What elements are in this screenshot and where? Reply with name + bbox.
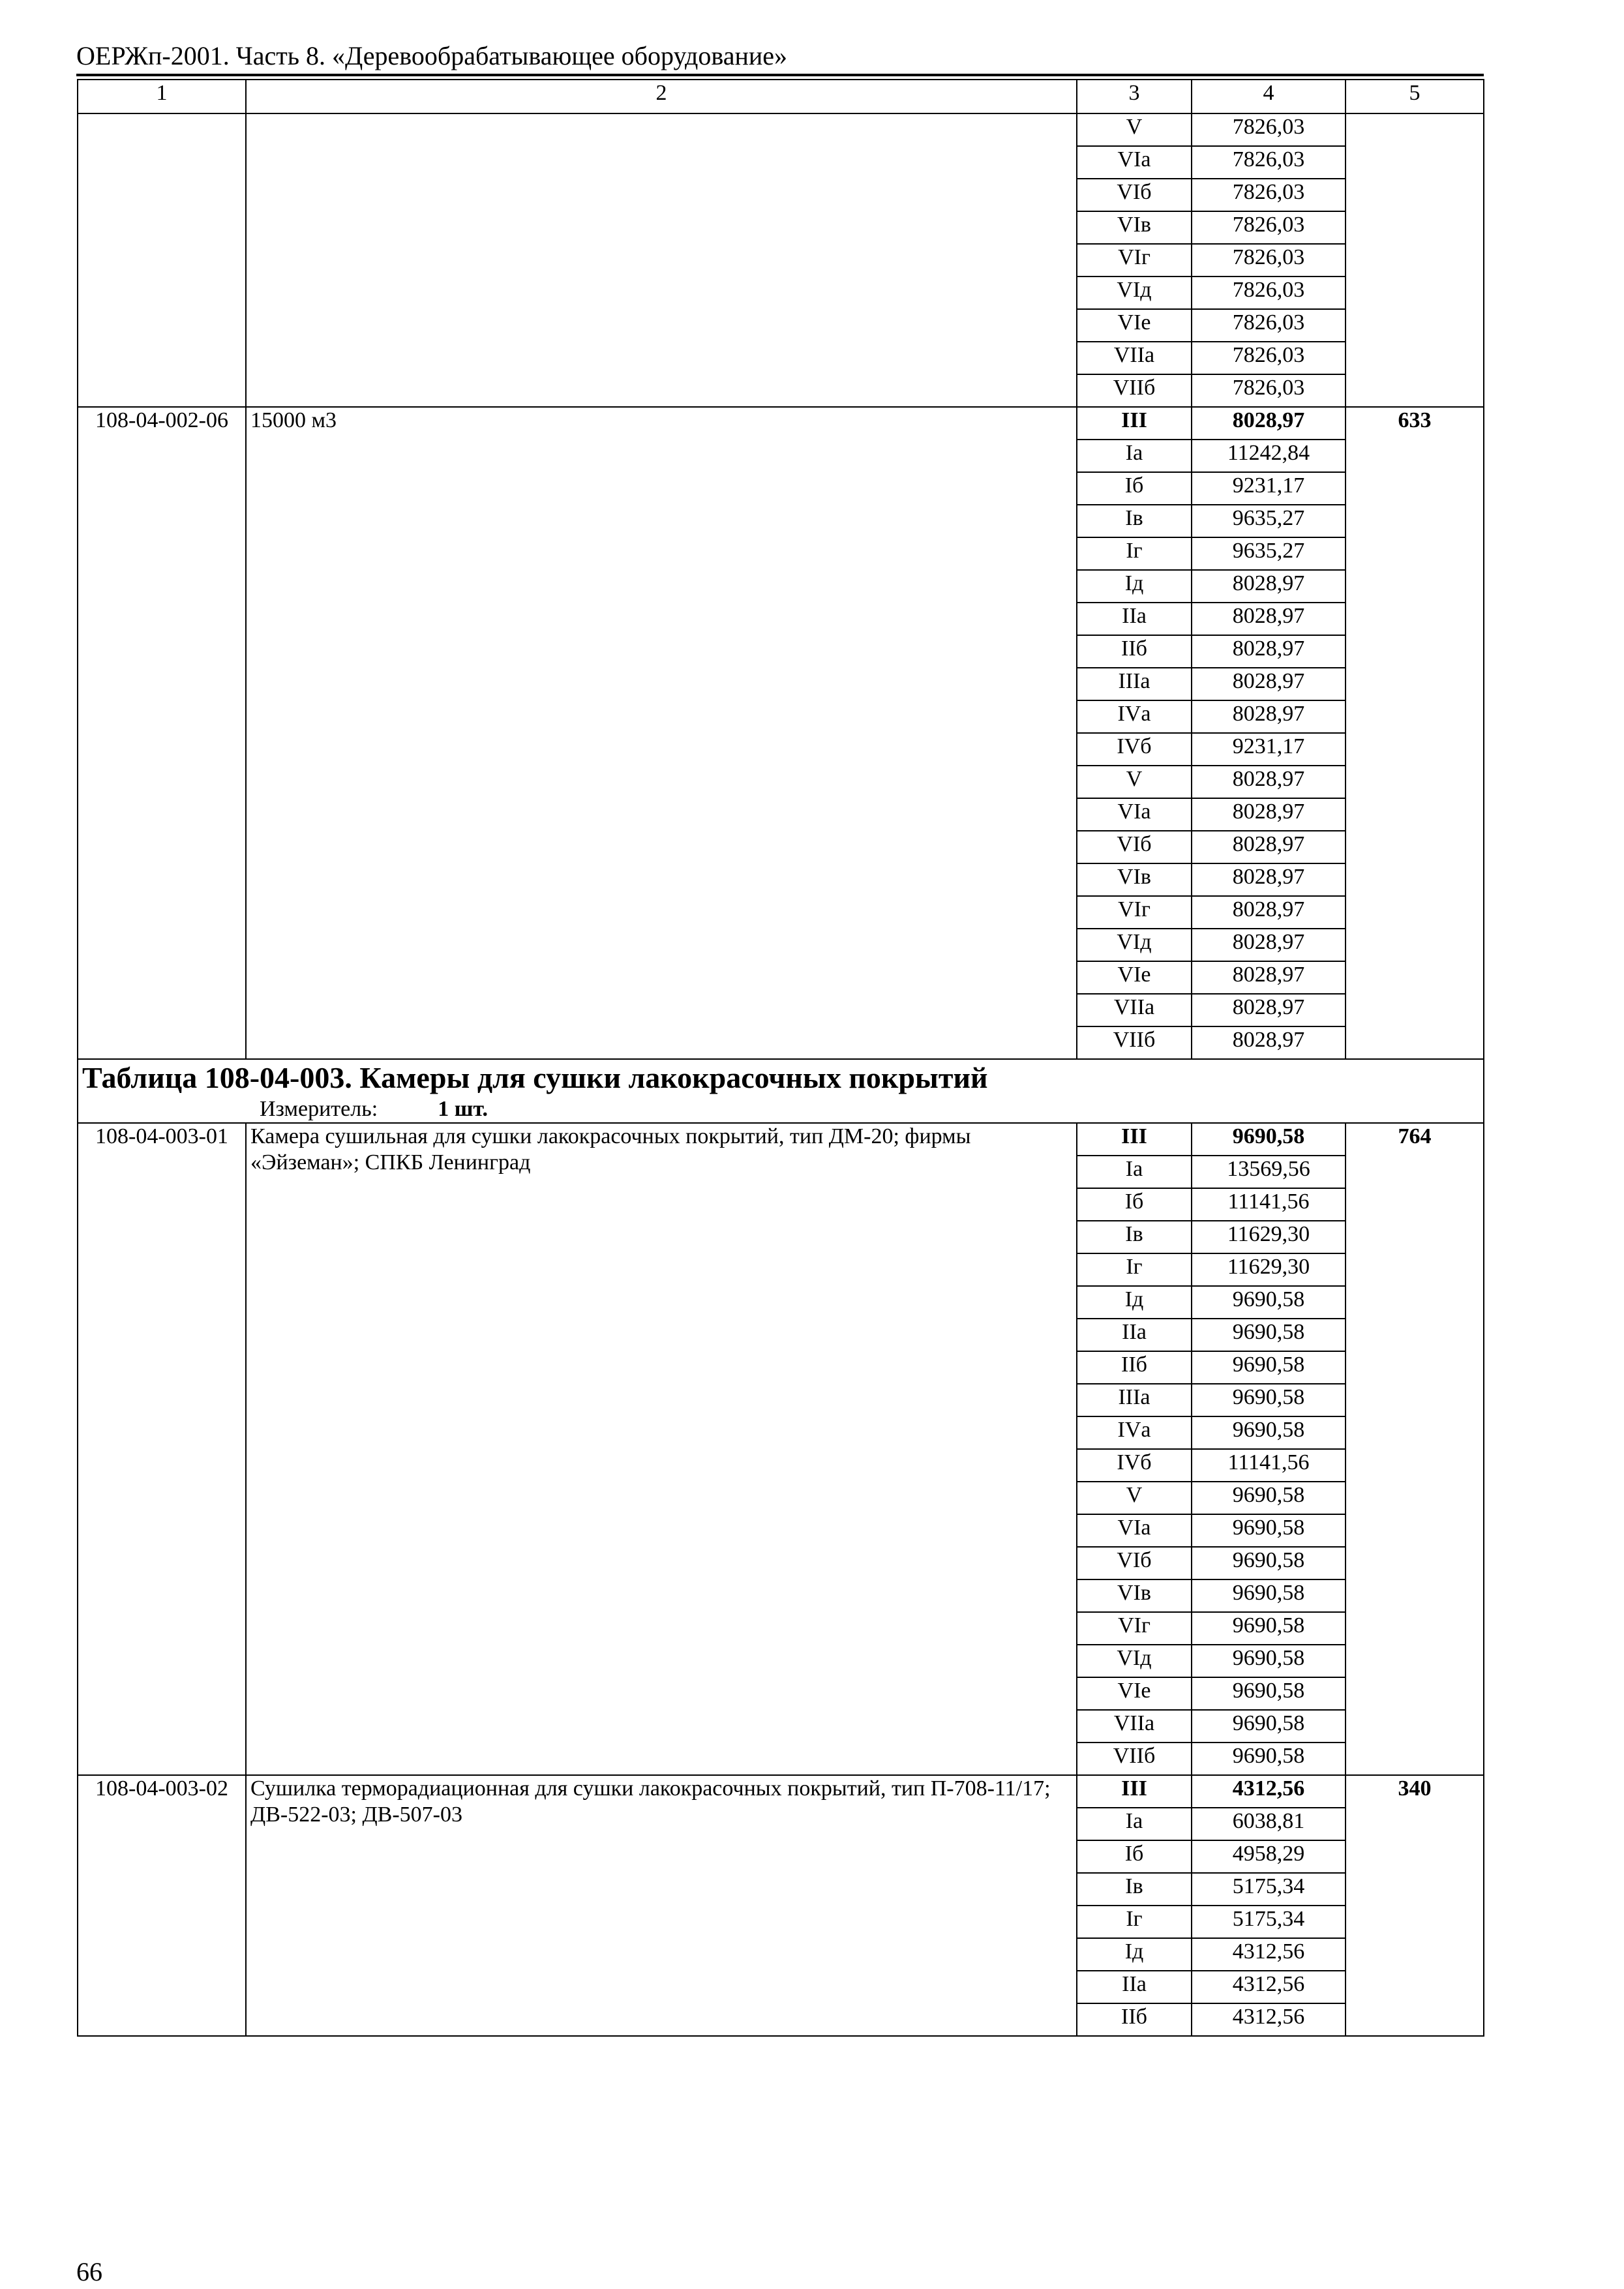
price-cell: 7826,03	[1192, 113, 1346, 146]
price-cell: 7826,03	[1192, 211, 1346, 244]
price-cell: 8028,97	[1192, 635, 1346, 668]
price-cell: 4312,56	[1192, 1971, 1346, 2003]
zone-cell: VIIб	[1077, 1743, 1192, 1775]
price-cell: 11141,56	[1192, 1188, 1346, 1221]
price-cell: 9690,58	[1192, 1514, 1346, 1547]
zone-cell: Iб	[1077, 1840, 1192, 1873]
zone-cell: VIе	[1077, 309, 1192, 342]
price-cell: 9690,58	[1192, 1286, 1346, 1319]
section-heading	[78, 1059, 1484, 1123]
price-cell: 7826,03	[1192, 146, 1346, 179]
zone-cell: IVа	[1077, 1416, 1192, 1449]
zone-cell: Iг	[1077, 1906, 1192, 1938]
column-number-3: 3	[1077, 80, 1192, 113]
unit-measure	[82, 1096, 1479, 1122]
entry-description: 15000 м3	[246, 407, 1077, 1059]
price-cell: 13569,56	[1192, 1156, 1346, 1188]
entry-code: 108-04-002-06	[78, 407, 246, 1059]
price-cell: 8028,97	[1192, 831, 1346, 863]
zone-cell: Iв	[1077, 1221, 1192, 1253]
price-cell: 9690,58	[1192, 1612, 1346, 1645]
price-table	[77, 79, 1484, 2037]
zone-cell: Iа	[1077, 440, 1192, 472]
zone-cell: IIб	[1077, 635, 1192, 668]
zone-cell: VIг	[1077, 1612, 1192, 1645]
zone-cell: III	[1077, 407, 1192, 440]
header-rule	[76, 74, 1484, 76]
entry-unit-value	[1346, 113, 1484, 407]
zone-cell: IIб	[1077, 1351, 1192, 1384]
price-cell: 9635,27	[1192, 505, 1346, 537]
zone-cell: VIе	[1077, 961, 1192, 994]
price-cell: 9231,17	[1192, 472, 1346, 505]
zone-cell: VIIб	[1077, 1026, 1192, 1059]
zone-cell: VIIа	[1077, 342, 1192, 374]
zone-cell: VIа	[1077, 146, 1192, 179]
zone-cell: VIд	[1077, 277, 1192, 309]
price-cell: 9690,58	[1192, 1482, 1346, 1514]
price-cell: 8028,97	[1192, 700, 1346, 733]
price-cell: 9231,17	[1192, 733, 1346, 766]
price-cell: 8028,97	[1192, 961, 1346, 994]
entry-code	[78, 113, 246, 407]
zone-cell: VIв	[1077, 211, 1192, 244]
zone-cell: V	[1077, 766, 1192, 798]
zone-cell: VIб	[1077, 831, 1192, 863]
zone-cell: IIа	[1077, 1971, 1192, 2003]
price-cell: 7826,03	[1192, 374, 1346, 407]
price-cell: 7826,03	[1192, 342, 1346, 374]
price-cell: 8028,97	[1192, 407, 1346, 440]
zone-cell: Iг	[1077, 537, 1192, 570]
price-cell: 11141,56	[1192, 1449, 1346, 1482]
zone-cell: VIIа	[1077, 1710, 1192, 1743]
zone-cell: III	[1077, 1123, 1192, 1156]
zone-cell: VIд	[1077, 1645, 1192, 1677]
unit-value: 1 шт.	[438, 1097, 489, 1121]
zone-cell: VIIа	[1077, 994, 1192, 1026]
entry-code: 108-04-003-01	[78, 1123, 246, 1775]
zone-cell: VIа	[1077, 1514, 1192, 1547]
table-row	[78, 407, 1484, 440]
zone-cell: VIе	[1077, 1677, 1192, 1710]
zone-cell: VIб	[1077, 1547, 1192, 1579]
zone-cell: VIг	[1077, 896, 1192, 929]
zone-cell: VIа	[1077, 798, 1192, 831]
price-cell: 8028,97	[1192, 896, 1346, 929]
section-title: Таблица 108-04-003. Камеры для сушки лакокрасочных покрытий	[82, 1061, 988, 1094]
zone-cell: IIIа	[1077, 668, 1192, 700]
zone-cell: IIб	[1077, 2003, 1192, 2036]
price-cell: 6038,81	[1192, 1808, 1346, 1840]
price-cell: 9690,58	[1192, 1384, 1346, 1416]
zone-cell: Iа	[1077, 1156, 1192, 1188]
entry-description	[246, 113, 1077, 407]
zone-cell: III	[1077, 1775, 1192, 1808]
entry-unit-value: 764	[1346, 1123, 1484, 1775]
price-cell: 5175,34	[1192, 1906, 1346, 1938]
column-number-1: 1	[78, 80, 246, 113]
zone-cell: Iд	[1077, 1938, 1192, 1971]
zone-cell: IVб	[1077, 1449, 1192, 1482]
entry-code: 108-04-003-02	[78, 1775, 246, 2036]
price-cell: 8028,97	[1192, 603, 1346, 635]
column-number-row	[78, 80, 1484, 113]
entry-description: Сушилка терморадиационная для сушки лакокрасочных покрытий, тип П-708-11/17; ДВ-522-03; ДВ-507-03	[246, 1775, 1077, 2036]
price-cell: 11242,84	[1192, 440, 1346, 472]
price-cell: 4312,56	[1192, 2003, 1346, 2036]
price-cell: 9690,58	[1192, 1677, 1346, 1710]
running-header: ОЕРЖп-2001. Часть 8. «Деревообрабатывающее оборудование»	[76, 41, 788, 70]
table-body	[78, 113, 1484, 2036]
price-cell: 4312,56	[1192, 1938, 1346, 1971]
entry-unit-value: 340	[1346, 1775, 1484, 2036]
price-cell: 9635,27	[1192, 537, 1346, 570]
price-cell: 5175,34	[1192, 1873, 1346, 1906]
price-cell: 4312,56	[1192, 1775, 1346, 1808]
price-cell: 9690,58	[1192, 1579, 1346, 1612]
zone-cell: V	[1077, 1482, 1192, 1514]
entry-unit-value: 633	[1346, 407, 1484, 1059]
price-cell: 9690,58	[1192, 1319, 1346, 1351]
price-cell: 4958,29	[1192, 1840, 1346, 1873]
section-heading-row	[78, 1059, 1484, 1123]
zone-cell: Iг	[1077, 1253, 1192, 1286]
zone-cell: V	[1077, 113, 1192, 146]
price-cell: 8028,97	[1192, 798, 1346, 831]
price-cell: 8028,97	[1192, 994, 1346, 1026]
price-cell: 8028,97	[1192, 863, 1346, 896]
column-number-4: 4	[1192, 80, 1346, 113]
zone-cell: VIв	[1077, 863, 1192, 896]
table-row	[78, 113, 1484, 146]
zone-cell: Iд	[1077, 570, 1192, 603]
price-cell: 9690,58	[1192, 1743, 1346, 1775]
price-cell: 9690,58	[1192, 1710, 1346, 1743]
price-cell: 8028,97	[1192, 766, 1346, 798]
page-number: 66	[76, 2257, 102, 2286]
zone-cell: IIа	[1077, 603, 1192, 635]
zone-cell: IVа	[1077, 700, 1192, 733]
entry-description: Камера сушильная для сушки лакокрасочных покрытий, тип ДМ-20; фирмы «Эйземан»; СПКБ Ленинград	[246, 1123, 1077, 1775]
price-cell: 8028,97	[1192, 668, 1346, 700]
zone-cell: VIб	[1077, 179, 1192, 211]
price-cell: 9690,58	[1192, 1645, 1346, 1677]
zone-cell: VIIб	[1077, 374, 1192, 407]
zone-cell: IIIа	[1077, 1384, 1192, 1416]
price-cell: 11629,30	[1192, 1253, 1346, 1286]
zone-cell: Iб	[1077, 1188, 1192, 1221]
zone-cell: IVб	[1077, 733, 1192, 766]
zone-cell: IIа	[1077, 1319, 1192, 1351]
price-cell: 7826,03	[1192, 179, 1346, 211]
price-cell: 9690,58	[1192, 1123, 1346, 1156]
price-cell: 7826,03	[1192, 309, 1346, 342]
zone-cell: Iа	[1077, 1808, 1192, 1840]
price-cell: 7826,03	[1192, 277, 1346, 309]
zone-cell: Iб	[1077, 472, 1192, 505]
zone-cell: VIд	[1077, 929, 1192, 961]
price-cell: 9690,58	[1192, 1547, 1346, 1579]
column-number-2: 2	[246, 80, 1077, 113]
price-cell: 8028,97	[1192, 1026, 1346, 1059]
price-cell: 11629,30	[1192, 1221, 1346, 1253]
price-cell: 7826,03	[1192, 244, 1346, 277]
price-cell: 8028,97	[1192, 570, 1346, 603]
table-row	[78, 1775, 1484, 1808]
unit-label: Измеритель:	[260, 1097, 378, 1121]
price-cell: 8028,97	[1192, 929, 1346, 961]
zone-cell: Iв	[1077, 1873, 1192, 1906]
price-cell: 9690,58	[1192, 1351, 1346, 1384]
zone-cell: VIв	[1077, 1579, 1192, 1612]
zone-cell: Iв	[1077, 505, 1192, 537]
price-cell: 9690,58	[1192, 1416, 1346, 1449]
table-row	[78, 1123, 1484, 1156]
zone-cell: Iд	[1077, 1286, 1192, 1319]
column-number-5: 5	[1346, 80, 1484, 113]
zone-cell: VIг	[1077, 244, 1192, 277]
